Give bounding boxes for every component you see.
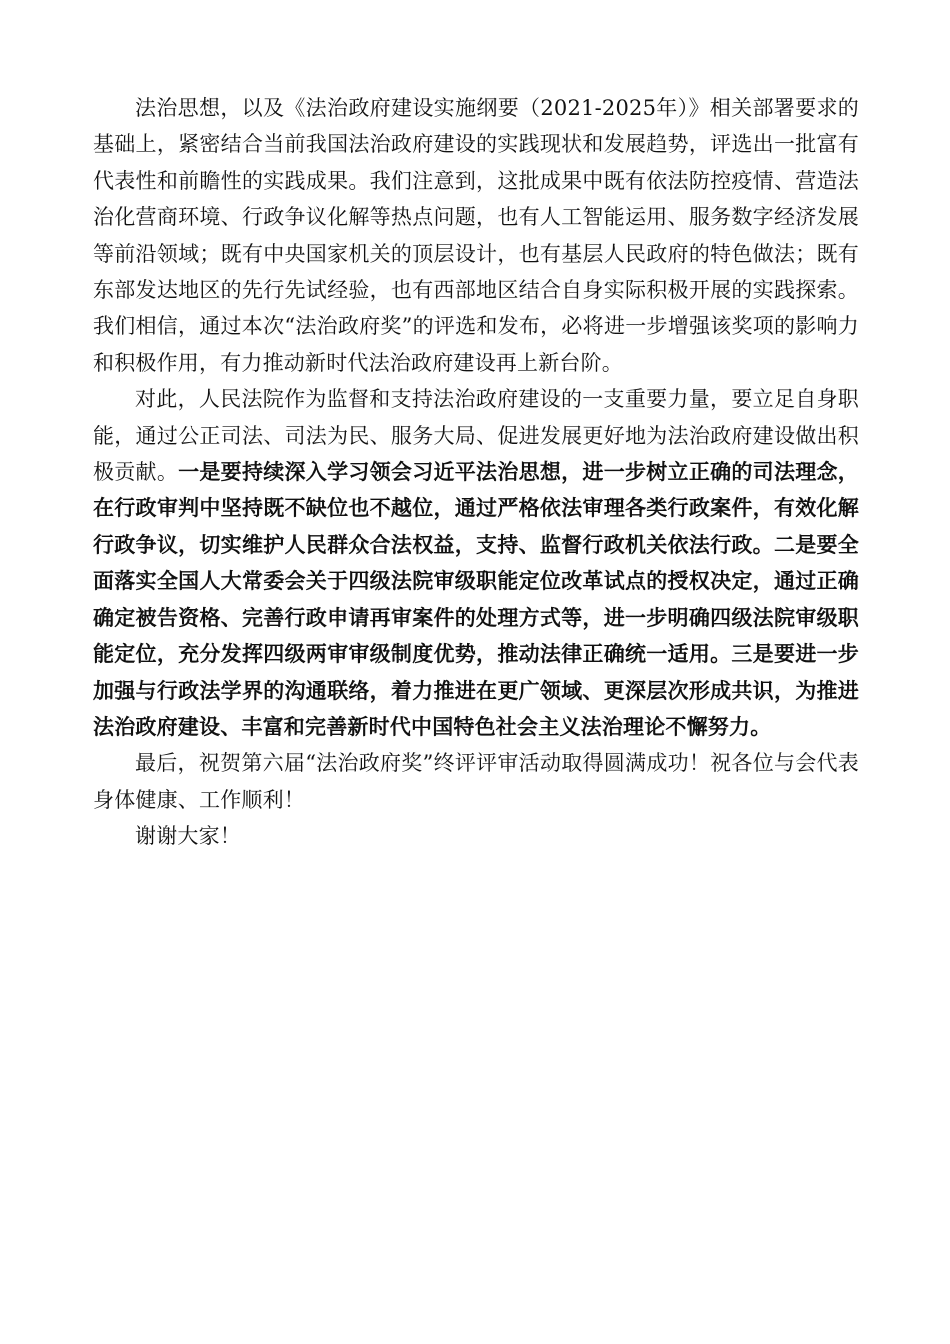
paragraph-2-intro-text: 对此，人民法院作为监督和支持法治政府建设的一支重要力量，要立足自身职能，通过公正司法、司法为民、服务大局、促进发展更好地为法治政府建设做出积极贡献。	[93, 387, 859, 485]
paragraph-2-bold-text: 一是要持续深入学习领会习近平法治思想，进一步树立正确的司法理念，在行政审判中坚持既不缺位也不越位，通过严格依法审理各类行政案件，有效化解行政争议，切实维护人民群众合法权益，支持、监督行政机关依法行政。二是要全面落实全国人大常委会关于四级法院审级职能定位改革试点的授权决定，通过正确确定被告资格、完善行政申请再审案件的处理方式等，进一步明确四级法院审级职能定位，充分发挥四级两审审级制度优势，推动法律正确统一适用。三是要进一步加强与行政法学界的沟通联络，着力推进在更广领域、更深层次形成共识，为推进法治政府建设、丰富和完善新时代中国特色社会主义法治理论不懈努力。	[93, 459, 859, 739]
paragraph-4	[93, 818, 859, 854]
paragraph-1-text: 法治思想，以及《法治政府建设实施纲要（2021-2025年）》相关部署要求的基础上，紧密结合当前我国法治政府建设的实践现状和发展趋势，评选出一批富有代表性和前瞻性的实践成果。我们注意到，这批成果中既有依法防控疫情、营造法治化营商环境、行政争议化解等热点问题，也有人工智能运用、服务数字经济发展等前沿领域；既有中央国家机关的顶层设计，也有基层人民政府的特色做法；既有东部发达地区的先行先试经验，也有西部地区结合自身实际积极开展的实践探索。我们相信，通过本次“法治政府奖”的评选和发布，必将进一步增强该奖项的影响力和积极作用，有力推动新时代法治政府建设再上新台阶。	[93, 96, 859, 375]
paragraph-3-text: 最后，祝贺第六届“法治政府奖”终评评审活动取得圆满成功！祝各位与会代表身体健康、工作顺利！	[93, 751, 859, 812]
paragraph-3	[93, 745, 859, 818]
paragraph-2	[93, 381, 859, 745]
document-page	[93, 90, 859, 855]
closing-thanks-text: 谢谢大家！	[135, 824, 241, 849]
paragraph-1	[93, 90, 859, 381]
